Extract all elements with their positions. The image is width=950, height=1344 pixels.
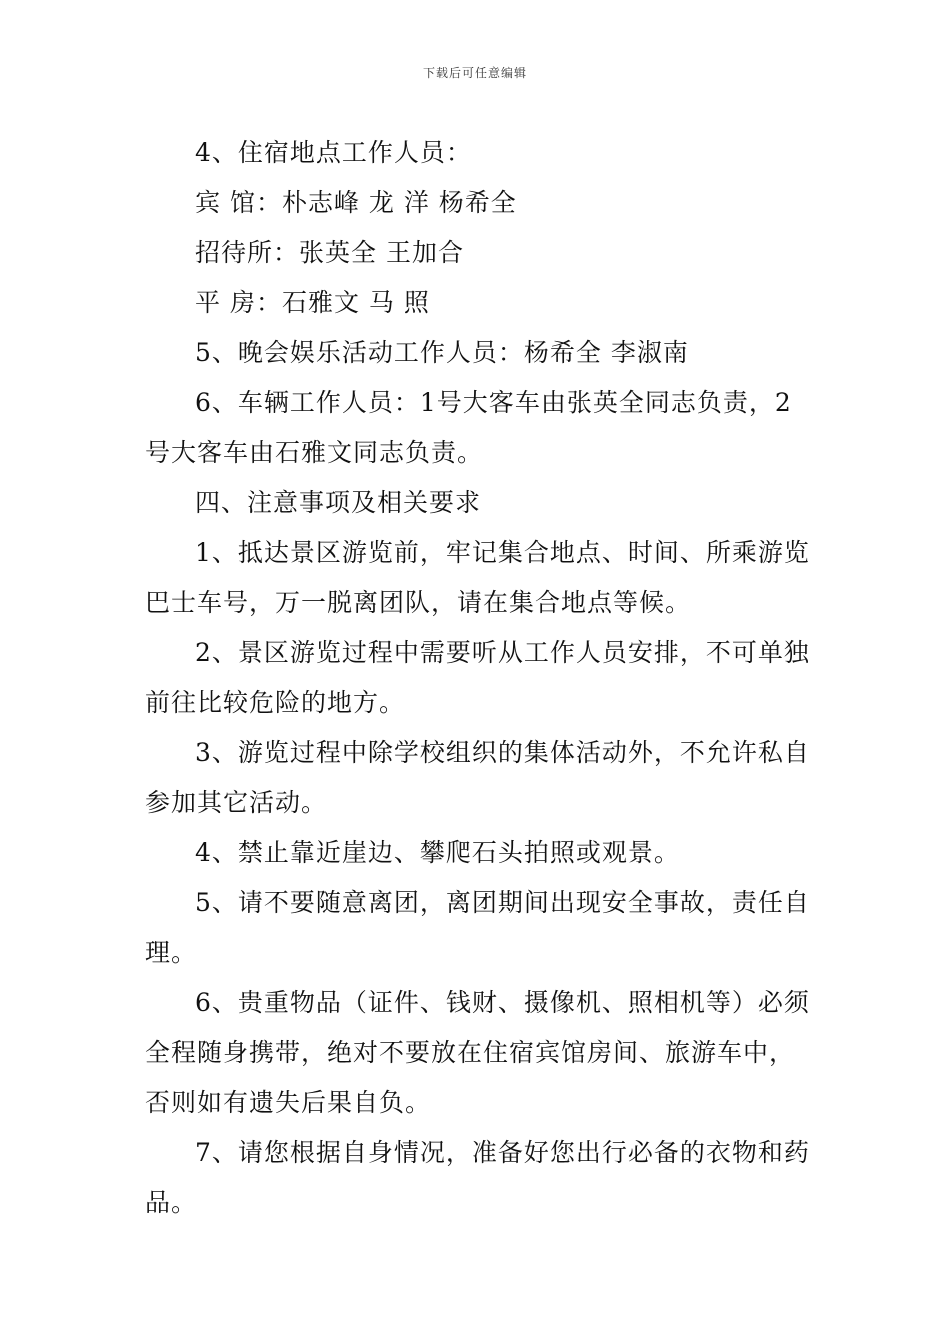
paragraph-note-6: 6、贵重物品（证件、钱财、摄像机、照相机等）必须全程随身携带，绝对不要放在住宿宾馆房间、旅游车中，否则如有遗失后果自负。: [145, 988, 810, 1117]
paragraph-note-5: 5、请不要随意离团，离团期间出现安全事故，责任自理。: [145, 888, 810, 967]
paragraph-note-1: 1、抵达景区游览前，牢记集合地点、时间、所乘游览巴士车号，万一脱离团队，请在集合地点等候。: [145, 538, 810, 617]
paragraph-note-4: 4、禁止靠近崖边、攀爬石头拍照或观景。: [195, 838, 680, 867]
section-heading-notes: 四、注意事项及相关要求: [195, 488, 482, 517]
paragraph-hotel-staff: 宾 馆：朴志峰 龙 洋 杨希全: [195, 188, 517, 217]
page-header: 下载后可任意编辑: [422, 66, 527, 80]
paragraph-vehicle-staff: 6、车辆工作人员：1号大客车由张英全同志负责，2号大客车由石雅文同志负责。: [145, 388, 792, 467]
paragraph-note-3: 3、游览过程中除学校组织的集体活动外，不允许私自参加其它活动。: [145, 738, 810, 817]
paragraph-guesthouse-staff: 招待所：张英全 王加合: [195, 238, 464, 267]
paragraph-note-7: 7、请您根据自身情况，准备好您出行必备的衣物和药品。: [145, 1138, 810, 1217]
paragraph-evening-staff: 5、晚会娱乐活动工作人员：杨希全 李淑南: [195, 338, 689, 367]
paragraph-staff-accommodation: 4、住宿地点工作人员：: [195, 138, 472, 167]
paragraph-bungalow-staff: 平 房：石雅文 马 照: [195, 288, 430, 317]
document-body: [145, 128, 810, 1228]
paragraph-note-2: 2、景区游览过程中需要听从工作人员安排，不可单独前往比较危险的地方。: [145, 638, 810, 717]
